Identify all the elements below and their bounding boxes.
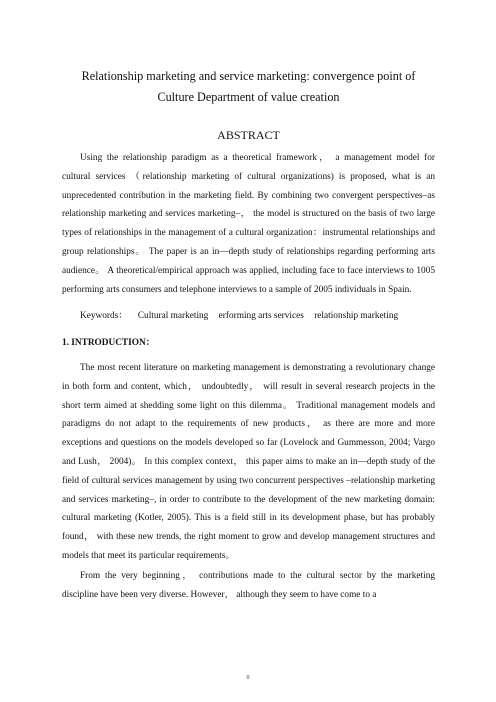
- page-number: 0: [246, 675, 250, 681]
- abstract-paragraph: Using the relationship paradigm as a theoretical framework， a management model for cultural services （relationship marketing of cultural organizations) is proposed, what is an unprecedented contribution in the marketing field. By combining two convergent perspectives–as relationship marketing and services marketing–， the model is structured on the basis of two large types of relationships in the management of a cultural organization：instrumental relationships and group relationships。 The paper is an in—depth study of relationships regarding performing arts audience。 A theoretical/empirical approach was applied, including face to face interviews to 1005 performing arts consumers and telephone interviews to a sample of 2005 individuals in Spain.: [62, 153, 435, 295]
- document-title-line-2: Culture Department of value creation: [157, 90, 340, 104]
- introduction-heading: 1. INTRODUCTION：: [62, 338, 155, 349]
- keywords-label: Keywords：: [80, 311, 128, 322]
- document-title-line-1: Relationship marketing and service marketing: convergence point of: [81, 69, 416, 83]
- abstract-heading: ABSTRACT: [217, 128, 280, 142]
- document-title: [62, 66, 435, 108]
- introduction-paragraph-2: From the very beginning， contributions made to the cultural sector by the marketing discipline have been very diverse. However， although they seem to have come to a: [62, 570, 435, 600]
- introduction-paragraph-1: The most recent literature on marketing management is demonstrating a revolutionary change in both form and content, which， undoubtedly， will result in several research projects in the short term aimed at shedding some light on this dilemma。 Traditional management models and paradigms do not adapt to the requirements of new products， as there are more and more exceptions and questions on the models developed so far (Lovelock and Gummesson, 2004; Vargo and Lush， 2004)。 In this complex context， this paper aims to make an in—depth study of the field of cultural services management by using two concurrent perspectives –relationship marketing and services marketing–, in order to contribute to the development of the new marketing domain: cultural marketing (Kotler, 2005). This is a field still in its development phase, but has probably found， with these new trends, the right moment to grow and develop management structures and models that meet its particular requirements。: [62, 362, 435, 561]
- keywords-line: [62, 307, 435, 326]
- keyword-relationship-marketing: relationship marketing: [314, 311, 399, 322]
- keyword-performing-arts-services: erforming arts services: [218, 311, 304, 322]
- keyword-cultural-marketing: Cultural marketing: [137, 311, 209, 322]
